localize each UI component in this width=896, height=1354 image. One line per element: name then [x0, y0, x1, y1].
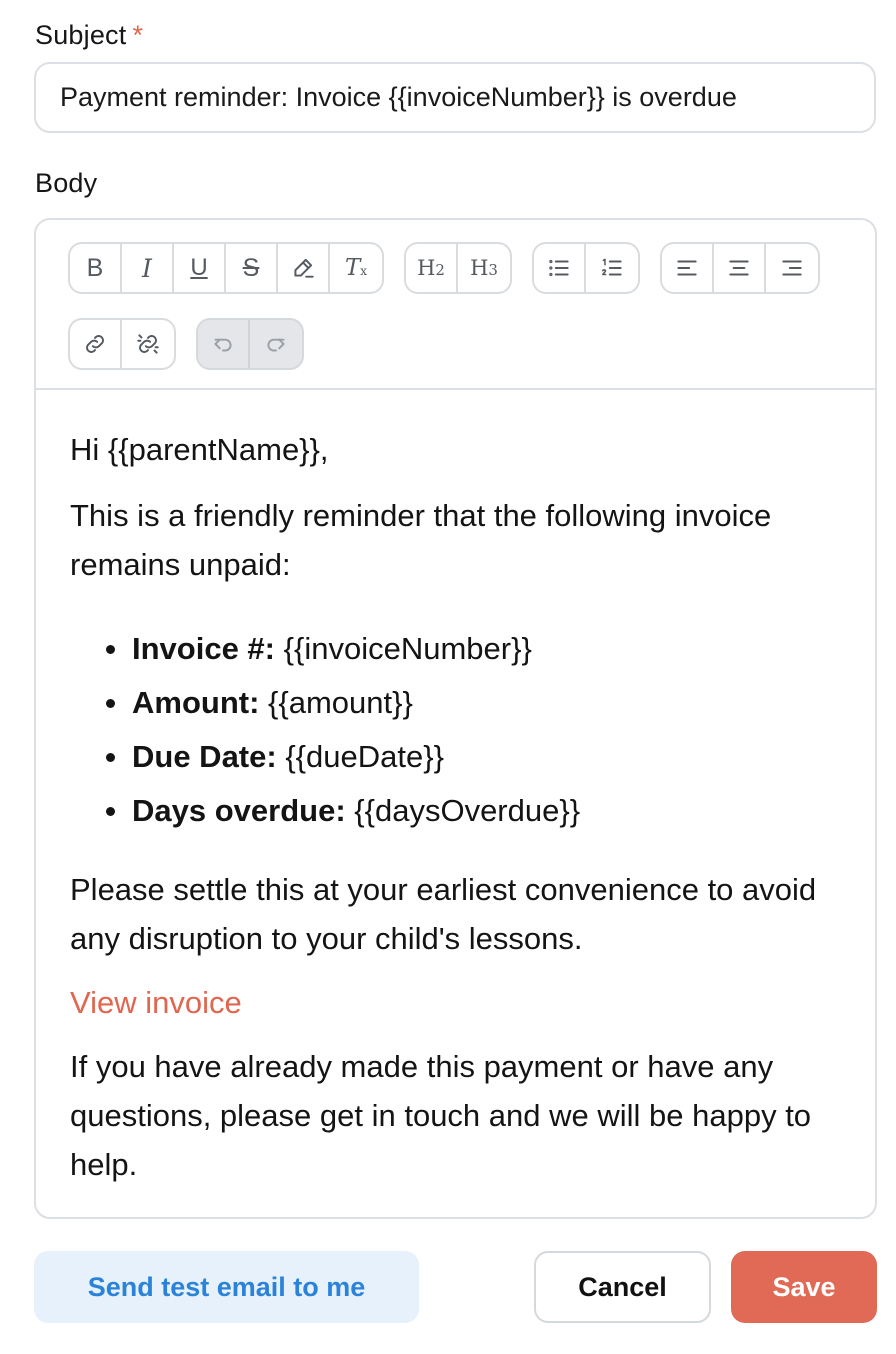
- unlink-icon: [135, 331, 161, 357]
- subject-input[interactable]: [34, 62, 876, 133]
- required-asterisk: *: [132, 20, 144, 50]
- link-button[interactable]: [70, 320, 122, 368]
- align-left-icon: [674, 255, 700, 281]
- undo-button[interactable]: [198, 320, 250, 368]
- align-center-icon: [726, 255, 752, 281]
- rich-text-editor: [34, 218, 877, 1219]
- list-item: [132, 676, 580, 730]
- bold-button[interactable]: [70, 244, 122, 292]
- subject-label: [35, 20, 143, 51]
- heading-2-button[interactable]: [406, 244, 458, 292]
- list-item: [132, 622, 580, 676]
- item-value: {{dueDate}}: [285, 739, 444, 774]
- body-label: Body: [35, 168, 98, 198]
- cancel-button[interactable]: Cancel: [534, 1251, 711, 1323]
- email-settle-paragraph: Please settle this at your earliest convenience to avoid any disruption to your child's lessons.: [70, 872, 817, 956]
- history-group: [196, 318, 304, 370]
- unlink-button[interactable]: [122, 320, 174, 368]
- item-value: {{daysOverdue}}: [354, 793, 581, 828]
- bullet-list-icon: [546, 255, 572, 281]
- save-button[interactable]: Save: [731, 1251, 877, 1323]
- item-label: Invoice #:: [132, 631, 275, 666]
- send-test-email-button[interactable]: Send test email to me: [34, 1251, 419, 1323]
- link-group: [68, 318, 176, 370]
- strikethrough-button[interactable]: [226, 244, 278, 292]
- underline-button[interactable]: [174, 244, 226, 292]
- list-item: [132, 730, 580, 784]
- list-group: [532, 242, 640, 294]
- redo-icon: [263, 331, 289, 357]
- heading-2-level: 2: [435, 261, 445, 279]
- invoice-details-list: [132, 622, 580, 838]
- subject-label-text: Subject: [35, 20, 127, 50]
- item-value: {{invoiceNumber}}: [283, 631, 532, 666]
- underline-icon: U: [190, 254, 208, 281]
- link-icon: [82, 331, 108, 357]
- strikethrough-icon: S: [242, 253, 260, 282]
- email-intro: This is a friendly reminder that the following invoice remains unpaid:: [70, 498, 772, 582]
- bullet-list-button[interactable]: [534, 244, 586, 292]
- align-center-button[interactable]: [714, 244, 766, 292]
- clear-format-letter: T: [344, 255, 361, 281]
- view-invoice-link[interactable]: View invoice: [70, 985, 242, 1020]
- ordered-list-icon: [599, 255, 625, 281]
- email-closing-paragraph: If you have already made this payment or have any questions, please get in touch and we will be happy to help.: [70, 1049, 812, 1182]
- align-left-button[interactable]: [662, 244, 714, 292]
- editor-toolbar: [36, 220, 875, 390]
- heading-group: [404, 242, 512, 294]
- bold-icon: B: [86, 253, 104, 282]
- item-label: Amount:: [132, 685, 260, 720]
- ordered-list-button[interactable]: [586, 244, 638, 292]
- undo-icon: [210, 331, 236, 357]
- item-label: Due Date:: [132, 739, 277, 774]
- italic-button[interactable]: [122, 244, 174, 292]
- heading-2-letter: H: [417, 256, 436, 280]
- align-right-button[interactable]: [766, 244, 818, 292]
- heading-2-icon: [417, 256, 445, 280]
- item-value: {{amount}}: [268, 685, 413, 720]
- align-right-icon: [779, 255, 805, 281]
- highlight-button[interactable]: [278, 244, 330, 292]
- heading-3-letter: H: [470, 256, 489, 280]
- redo-button[interactable]: [250, 320, 302, 368]
- clear-format-button[interactable]: [330, 244, 382, 292]
- email-greeting: Hi {{parentName}},: [70, 432, 329, 467]
- clear-format-icon: [345, 255, 367, 281]
- heading-3-icon: [470, 256, 498, 280]
- text-format-group: [68, 242, 384, 294]
- highlight-icon: [290, 255, 316, 281]
- italic-icon: I: [142, 253, 152, 283]
- item-label: Days overdue:: [132, 793, 346, 828]
- list-item: [132, 784, 580, 838]
- heading-3-level: 3: [488, 261, 498, 279]
- alignment-group: [660, 242, 820, 294]
- heading-3-button[interactable]: [458, 244, 510, 292]
- clear-format-x: x: [360, 264, 368, 278]
